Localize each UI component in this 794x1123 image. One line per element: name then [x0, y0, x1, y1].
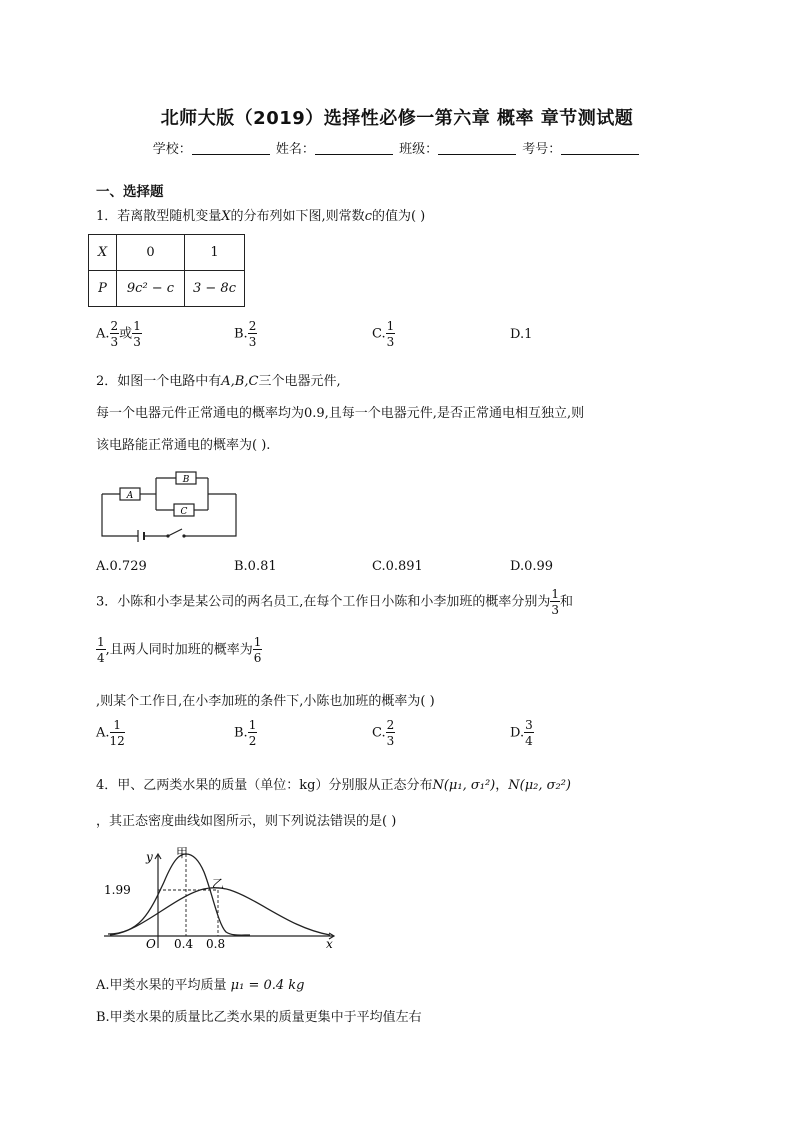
q2-option-b[interactable]: B.0.81: [234, 559, 277, 574]
q2-line1: 2．如图一个电路中有A,B,C三个电器元件,: [96, 374, 341, 389]
q4-option-b[interactable]: B.甲类水果的质量比乙类水果的质量更集中于平均值左右: [96, 1010, 422, 1025]
exam-no-label: 考号：: [522, 142, 562, 157]
section-heading: 一、选择题: [96, 184, 164, 200]
q4-normal-curve-graph: [100, 844, 345, 952]
fraction: $\frac{2}{3}$: [248, 319, 257, 349]
table-cell-x0: 0: [117, 235, 185, 271]
fraction: $\frac{1}{6}$: [253, 635, 262, 665]
q3-option-b[interactable]: B. $\frac{1}{2}$: [234, 718, 257, 748]
graph-x-label: x: [326, 937, 333, 951]
student-info-line: [0, 138, 794, 157]
q2-circuit-diagram: [98, 468, 244, 548]
q1-option-c[interactable]: C. $\frac{1}{3}$: [372, 319, 395, 349]
table-header-p: P: [98, 281, 107, 296]
circuit-label-b: B: [182, 475, 190, 485]
fraction: $\frac{2}{3}$: [110, 319, 119, 349]
graph-curve-yi-label: 乙: [212, 877, 225, 891]
q2-option-a[interactable]: A.0.729: [96, 559, 147, 574]
q3-line1: 3．小陈和小李是某公司的两名员工,在每个工作日小陈和小李加班的概率分别为 $\frac{1}{3}$ 和: [96, 587, 574, 617]
exam-no-blank[interactable]: [561, 141, 639, 155]
fraction: $\frac{3}{4}$: [525, 718, 533, 748]
q2-option-c[interactable]: C.0.891: [372, 559, 423, 574]
table-cell-p1: 3 − 8c: [193, 281, 236, 296]
table-cell-p0: 9c² − c: [126, 281, 175, 296]
fraction: $\frac{1}{3}$: [386, 319, 395, 349]
q1-distribution-table: [88, 234, 245, 307]
fraction: $\frac{1}{12}$: [109, 718, 125, 748]
q2-line3: 该电路能正常通电的概率为( ).: [96, 438, 271, 453]
circuit-label-a: A: [126, 491, 134, 501]
q1-option-b[interactable]: B. $\frac{2}{3}$: [234, 319, 257, 349]
q4-dist1: N(μ₁, σ₁²): [432, 778, 496, 793]
fraction: $\frac{1}{3}$: [133, 319, 141, 349]
graph-x-tick-0-8: 0.8: [206, 937, 226, 951]
table-header-x: X: [97, 245, 108, 260]
q3-line3: ,则某个工作日,在小李加班的条件下,小陈也加班的概率为( ): [96, 694, 435, 709]
q3-option-d[interactable]: D. $\frac{3}{4}$: [510, 718, 533, 748]
class-label: 班级：: [399, 142, 439, 157]
page-title: 北师大版（2019）选择性必修一第六章 概率 章节测试题: [160, 108, 634, 129]
fraction: $\frac{2}{3}$: [386, 718, 395, 748]
fraction: $\frac{1}{2}$: [248, 718, 257, 748]
graph-y-label: y: [146, 850, 153, 864]
school-label: 学校：: [152, 142, 192, 157]
name-label: 姓名：: [275, 142, 315, 157]
q2-line2: 每一个电器元件正常通电的概率均为0.9,且每一个电器元件,是否正常通电相互独立,则: [96, 406, 585, 421]
q1-option-a[interactable]: A. $\frac{2}{3}$ 或 $\frac{1}{3}$: [96, 319, 141, 349]
q1-option-d[interactable]: D.1: [510, 327, 533, 342]
q4-line2: ，其正态密度曲线如图所示，则下列说法错误的是( ): [96, 814, 397, 829]
q4-line1: 4．甲、乙两类水果的质量（单位：kg）分别服从正态分布N(μ₁, σ₁²)，N(μ₂, σ₂²): [96, 778, 571, 793]
q3-line2: $\frac{1}{4}$ ,且两人同时加班的概率为 $\frac{1}{6}$: [97, 635, 262, 665]
graph-y-value-label: 1.99: [104, 883, 131, 897]
graph-x-tick-0-4: 0.4: [174, 937, 194, 951]
school-blank[interactable]: [192, 141, 270, 155]
fraction: $\frac{1}{3}$: [551, 587, 560, 617]
q4-option-a[interactable]: A.甲类水果的平均质量 μ₁ = 0.4 kg: [96, 978, 305, 993]
circuit-label-c: C: [180, 507, 188, 517]
q2-option-d[interactable]: D.0.99: [510, 559, 554, 574]
q4-dist2: N(μ₂, σ₂²): [508, 778, 571, 793]
graph-origin-label: O: [146, 937, 156, 951]
table-cell-x1: 1: [185, 235, 245, 271]
graph-curve-jia-label: 甲: [176, 846, 189, 860]
name-blank[interactable]: [315, 141, 393, 155]
q3-option-c[interactable]: C. $\frac{2}{3}$: [372, 718, 395, 748]
fraction: $\frac{1}{4}$: [97, 635, 105, 665]
class-blank[interactable]: [438, 141, 516, 155]
q3-option-a[interactable]: A. $\frac{1}{12}$: [96, 718, 125, 748]
q1-stem: 1．若离散型随机变量X的分布列如下图,则常数c的值为( ): [96, 209, 426, 224]
